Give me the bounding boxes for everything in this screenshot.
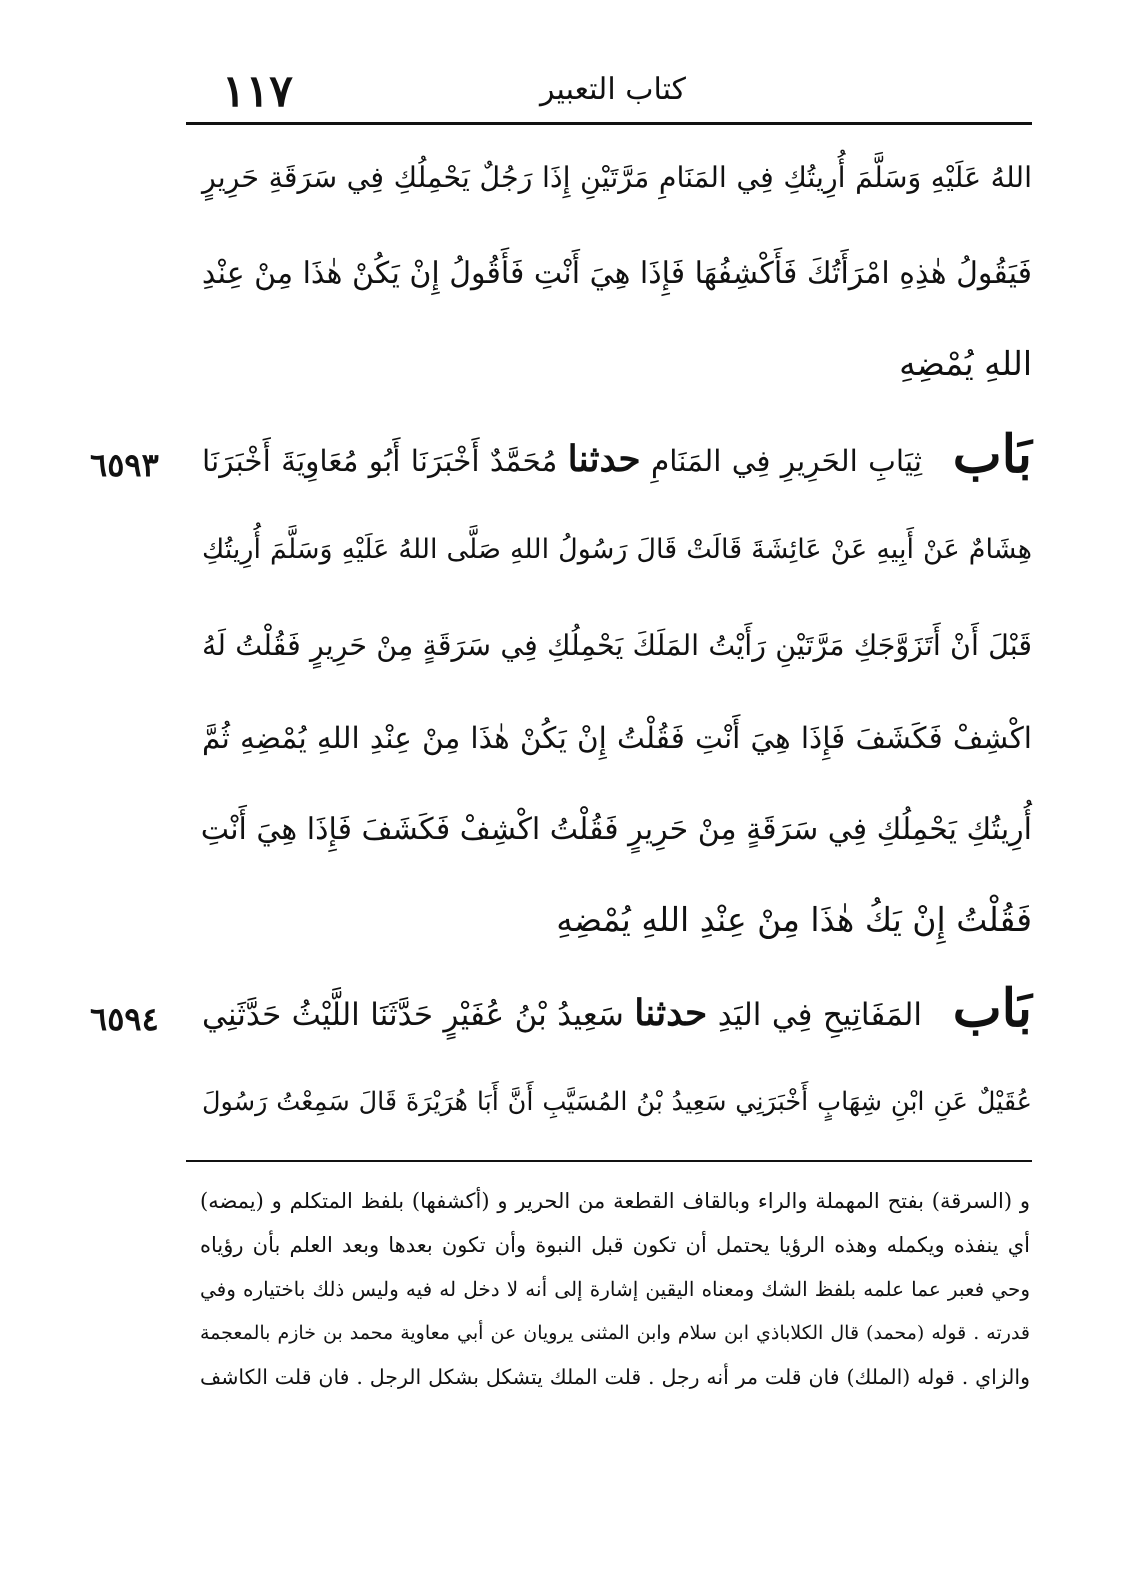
footnote-rule [186,1160,1032,1162]
isnad-start: سَعِيدُ بْنُ عُفَيْرٍ حَدَّثَنَا اللَّيْثُ حَدَّثَنِي [202,997,624,1033]
text-line: فَقُلْتُ إِنْ يَكُ هٰذَا مِنْ عِنْدِ اللهِ يُمْضِهِ [556,900,1032,939]
text-line: قَبْلَ أَنْ أَتَزَوَّجَكِ مَرَّتَيْنِ رَأَيْتُ المَلَكَ يَحْمِلُكِ فِي سَرَقَةٍ مِنْ حَرِيرٍ فَقُلْتُ لَهُ [202,629,1032,662]
haddathana-word: حدثنا [634,992,708,1034]
footnote-line: والزاي . قوله (الملك) فان قلت مر أنه رجل . قلت الملك يتشكل بشكل الرجل . فان قلت الكاشف [200,1365,1030,1389]
text-line: عُقَيْلٌ عَنِ ابْنِ شِهَابٍ أَخْبَرَنِي سَعِيدُ بْنُ المُسَيَّبِ أَنَّ أَبَا هُرَيْرَةَ قَالَ سَمِعْتُ رَسُولَ [202,1087,1032,1117]
chapter-title: ثِيَابِ الحَرِيرِ فِي المَنَامِ [651,444,922,478]
footnote-line: قدرته . قوله (محمد) قال الكلاباذي ابن سلام وابن المثنى يرويان عن أبي معاوية محمد بن خازم بالمعجمة [200,1322,1030,1344]
page-number: ١١٧ [222,66,293,117]
text-line: أُرِيتُكِ يَحْمِلُكِ فِي سَرَقَةٍ مِنْ حَرِيرٍ فَقُلْتُ اكْشِفْ فَكَشَفَ فَإِذَا هِيَ أَنْتِ [200,812,1032,847]
footnote-line: و (السرقة) بفتح المهملة والراء وبالقاف القطعة من الحرير و (أكشفها) بلفظ المتكلم و (يمضه) [200,1189,1030,1213]
chapter-title: المَفَاتِيحِ فِي اليَدِ [717,997,923,1033]
haddathana-word: حدثنا [567,438,641,480]
footnote-line: وحي فعبر عما علمه بلفظ الشك ومعناه اليقين إشارة إلى أنه لا دخل له فيه وليس ذلك باختياره وفي [200,1277,1030,1301]
text-line: اللهِ يُمْضِهِ [899,344,1032,383]
text-line: هِشَامٌ عَنْ أَبِيهِ عَنْ عَائِشَةَ قَالَتْ قَالَ رَسُولُ اللهِ صَلَّى اللهُ عَلَيْهِ وَسَلَّمَ أُرِيتُكِ [202,534,1032,565]
running-title: كتاب التعبير [540,72,686,107]
chapter-heading-text [202,438,922,480]
text-line: فَيَقُولُ هٰذِهِ امْرَأَتُكَ فَأَكْشِفُهَا فَإِذَا هِيَ أَنْتِ فَأَقُولُ إِنْ يَكُنْ هٰذَا مِنْ عِنْدِ [201,256,1032,291]
text-line: اكْشِفْ فَكَشَفَ فَإِذَا هِيَ أَنْتِ فَقُلْتُ إِنْ يَكُنْ هٰذَا مِنْ عِنْدِ اللهِ يُمْضِهِ ثُمَّ [202,721,1032,755]
text-line: اللهُ عَلَيْهِ وَسَلَّمَ أُرِيتُكِ فِي المَنَامِ مَرَّتَيْنِ إِذَا رَجُلٌ يَحْمِلُكِ فِي سَرَقَةِ حَرِيرٍ [202,161,1032,194]
bab-word: بَاب [952,978,1032,1039]
isnad-start: مُحَمَّدٌ أَخْبَرَنَا أَبُو مُعَاوِيَةَ أَخْبَرَنَا [202,444,558,478]
footnote-line: أي ينفذه ويكمله وهذه الرؤيا يحتمل أن تكون قبل النبوة وأن تكون بعدها وبعد العلم بأن رؤياه [200,1233,1030,1257]
chapter-heading [202,978,1032,1044]
page-header [190,58,1030,120]
chapter-heading [202,424,1032,490]
header-rule [186,122,1032,125]
chapter-heading-text [202,992,922,1034]
hadith-number: ٦٥٩٣ [90,446,159,484]
hadith-number: ٦٥٩٤ [90,1000,159,1038]
bab-word: بَاب [952,424,1032,485]
